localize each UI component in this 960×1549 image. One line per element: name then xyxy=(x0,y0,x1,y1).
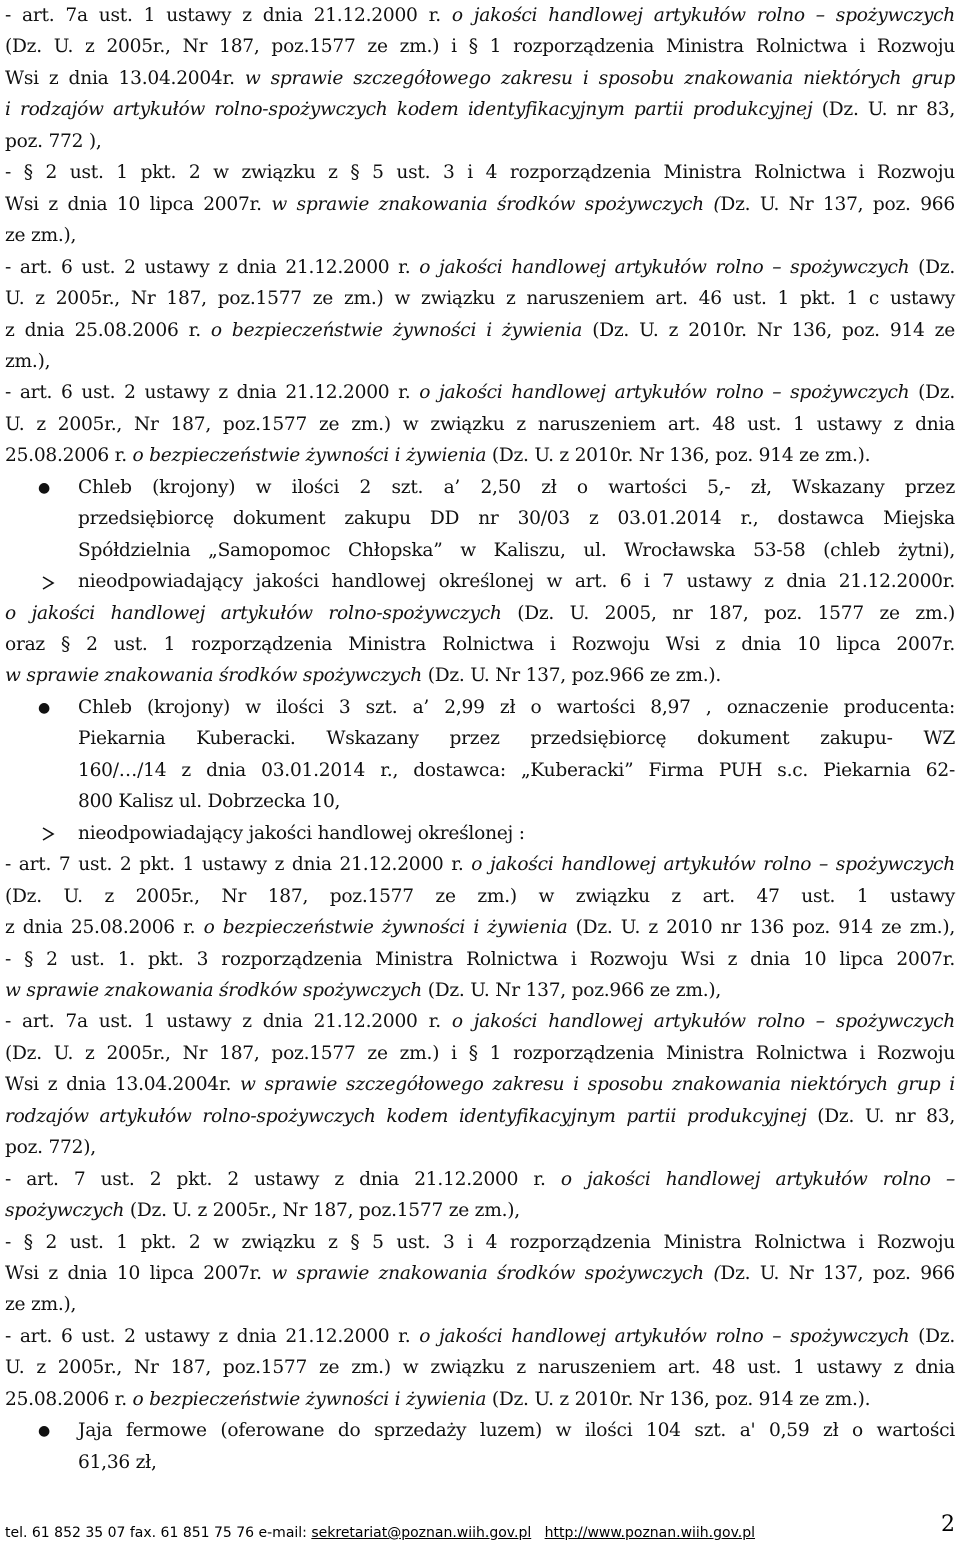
text-line xyxy=(5,1132,955,1164)
text-run: ze zm.), xyxy=(5,1294,77,1316)
italic-text-run: w sprawie szczegółowego zakresu i sposobu znakowania niektórych grup i xyxy=(240,1074,955,1096)
text-run: Jaja fermowe (oferowane do sprzedaży luzem) w ilości 104 szt. a' 0,59 zł o wartości xyxy=(78,1420,955,1442)
text-run: Dz. U. Nr 137, poz. 966 xyxy=(720,1263,955,1284)
text-line xyxy=(5,1101,955,1133)
text-line xyxy=(5,94,955,126)
text-run: przedsiębiorcę dokument zakupu DD nr 30/03 z 03.01.2014 r., dostawca Miejska xyxy=(78,508,955,530)
text-run: (Dz. U. z 2005r., Nr 187, poz.1577 ze zm.) w związku z art. 47 ust. 1 ustawy xyxy=(5,885,955,907)
text-run: (Dz. U. 2005, nr 187, poz. 1577 ze zm.) xyxy=(501,602,955,624)
italic-text-run: o jakości handlowej artykułów rolno-spożywczych xyxy=(5,602,502,624)
italic-text-run: o jakości handlowej artykułów rolno – spożywczych xyxy=(451,5,956,26)
italic-text-run: w sprawie znakowania środków spożywczych xyxy=(5,665,423,687)
text-line xyxy=(5,598,955,630)
text-run: (Dz. xyxy=(909,1325,956,1347)
text-line xyxy=(78,1415,955,1447)
text-line xyxy=(5,1195,955,1227)
text-line xyxy=(5,31,955,63)
text-line xyxy=(78,692,955,724)
text-line xyxy=(5,283,955,315)
italic-text-run: o jakości handlowej artykułów rolno – spożywczych xyxy=(419,256,910,278)
text-line xyxy=(78,1447,955,1479)
text-line xyxy=(5,220,955,252)
text-line xyxy=(5,252,955,284)
text-run: - art. 7a ust. 1 ustawy z dnia 21.12.2000 r. xyxy=(5,5,452,26)
text-line xyxy=(78,818,955,850)
text-line xyxy=(5,849,955,881)
text-run: (Dz. U. z 2010 nr 136 poz. 914 ze zm.), xyxy=(567,917,955,939)
text-run: poz. 772 ), xyxy=(5,130,102,152)
text-run: (Dz. U. Nr 137, poz.966 ze zm.), xyxy=(422,979,722,1001)
text-run: - art. 7a ust. 1 ustawy z dnia 21.12.2000 r. xyxy=(5,1011,452,1033)
text-line xyxy=(5,409,955,441)
text-line xyxy=(78,535,955,567)
footer xyxy=(5,1520,955,1546)
text-run: U. z 2005r., Nr 187, poz.1577 ze zm.) w związku z naruszeniem art. 46 ust. 1 pkt. 1 c ustawy xyxy=(5,288,955,310)
text-run: 160/…/14 z dnia 03.01.2014 r., dostawca: „Kuberacki” Firma PUH s.c. Piekarnia 62- xyxy=(78,759,955,781)
arrow-bullet-icon xyxy=(40,818,56,850)
text-run: z dnia 25.08.2006 r. xyxy=(5,917,204,939)
text-run: - § 2 ust. 1 pkt. 2 w związku z § 5 ust. 3 i 4 rozporządzenia Ministra Rolnictwa i Rozwoju xyxy=(5,1231,955,1253)
text-line xyxy=(5,1164,955,1196)
text-run: (Dz. U. z 2010r. Nr 136, poz. 914 ze zm.). xyxy=(486,445,871,467)
text-run: (Dz. U. Nr 137, poz.966 ze zm.). xyxy=(422,665,722,687)
text-run: z dnia 25.08.2006 r. xyxy=(5,319,211,341)
text-run: - § 2 ust. 1. pkt. 3 rozporządzenia Ministra Rolnictwa i Rozwoju Wsi z dnia 10 lipca 2007r. xyxy=(5,948,955,970)
text-run: (Dz. U. z 2005r., Nr 187, poz.1577 ze zm.), xyxy=(124,1200,520,1222)
text-run: Wsi z dnia 13.04.2004r. xyxy=(5,67,245,89)
text-run: 25.08.2006 r. xyxy=(5,445,133,467)
text-line xyxy=(5,377,955,409)
italic-text-run: o bezpieczeństwie żywności i żywienia xyxy=(132,1388,487,1410)
text-run: (Dz. U. z 2005r., Nr 187, poz.1577 ze zm.) i § 1 rozporządzenia Ministra Rolnictwa i Rozwoju xyxy=(5,1042,955,1064)
text-run: nieodpowiadający jakości handlowej określonej : xyxy=(78,822,525,844)
text-line xyxy=(5,944,955,976)
italic-text-run: o bezpieczeństwie żywności i żywienia xyxy=(210,319,583,341)
text-run: - § 2 ust. 1 pkt. 2 w związku z § 5 ust. 3 i 4 rozporządzenia Ministra Rolnictwa i Rozwoju xyxy=(5,162,955,184)
text-run: - art. 6 ust. 2 ustawy z dnia 21.12.2000 r. xyxy=(5,1325,420,1347)
text-line xyxy=(5,1038,955,1070)
footer-contact: tel. 61 852 35 07 fax. 61 851 75 76 e-mail: xyxy=(5,1525,312,1541)
text-run: Spółdzielnia „Samopomoc Chłopska” w Kaliszu, ul. Wrocławska 53-58 (chleb żytni), xyxy=(78,539,955,561)
text-run: Chleb (krojony) w ilości 2 szt. a’ 2,50 zł o wartości 5,- zł, Wskazany przez xyxy=(78,476,955,498)
italic-text-run: o jakości handlowej artykułów rolno – spożywczych xyxy=(471,854,956,876)
text-line xyxy=(5,1321,955,1353)
text-run: - art. 7 ust. 2 pkt. 1 ustawy z dnia 21.12.2000 r. xyxy=(5,854,472,876)
text-line xyxy=(78,472,955,504)
text-run: - art. 6 ust. 2 ustawy z dnia 21.12.2000 r. xyxy=(5,256,420,278)
italic-text-run: o jakości handlowej artykułów rolno – spożywczych xyxy=(419,1325,910,1347)
text-line xyxy=(78,786,955,818)
italic-text-run: o bezpieczeństwie żywności i żywienia xyxy=(203,917,568,939)
text-run: Dz. U. Nr 137, poz. 966 xyxy=(720,193,955,215)
text-line xyxy=(5,881,955,913)
page-number: 2 xyxy=(941,1512,955,1537)
text-run: (Dz. U. z 2010r. Nr 136, poz. 914 ze xyxy=(582,319,955,341)
text-line xyxy=(5,315,955,347)
text-run: (Dz. xyxy=(909,256,956,278)
text-run: Wsi z dnia 13.04.2004r. xyxy=(5,1074,240,1096)
text-line xyxy=(78,503,955,535)
text-run: - art. 7 ust. 2 pkt. 2 ustawy z dnia 21.12.2000 r. xyxy=(5,1168,561,1190)
text-line xyxy=(5,0,955,32)
text-line xyxy=(5,189,955,221)
text-line xyxy=(5,1352,955,1384)
italic-text-run: rodzajów artykułów rolno-spożywczych kodem identyfikacyjnym partii produkcyjnej xyxy=(5,1105,807,1127)
text-line xyxy=(78,755,955,787)
text-run: 800 Kalisz ul. Dobrzecka 10, xyxy=(78,791,341,813)
text-run: (Dz. U. z 2005r., Nr 187, poz.1577 ze zm.) i § 1 rozporządzenia Ministra Rolnictwa i Rozwoju xyxy=(5,36,955,58)
text-run: Chleb (krojony) w ilości 3 szt. a’ 2,99 zł o wartości 8,97 , oznaczenie producenta: xyxy=(78,696,955,718)
text-run: zm.), xyxy=(5,350,51,372)
text-line xyxy=(5,1069,955,1101)
text-run: 61,36 zł, xyxy=(78,1451,157,1473)
text-line xyxy=(5,1006,955,1038)
text-run: U. z 2005r., Nr 187, poz.1577 ze zm.) w związku z naruszeniem art. 48 ust. 1 ustawy z dnia xyxy=(5,1357,955,1379)
text-run: Piekarnia Kuberacki. Wskazany przez przedsiębiorcę dokument zakupu- WZ xyxy=(78,728,955,750)
text-run: (Dz. U. nr 83, xyxy=(806,1105,955,1127)
text-run: (Dz. xyxy=(909,382,956,404)
text-run: oraz § 2 ust. 1 rozporządzenia Ministra Rolnictwa i Rozwoju Wsi z dnia 10 lipca 2007r. xyxy=(5,634,955,655)
text-line xyxy=(5,629,955,661)
text-run: poz. 772), xyxy=(5,1137,96,1159)
italic-text-run: w sprawie szczegółowego zakresu i sposobu znakowania niektórych grup xyxy=(244,67,955,89)
italic-text-run: o bezpieczeństwie żywności i żywienia xyxy=(132,445,487,467)
footer-website-link[interactable]: http://www.poznan.wiih.gov.pl xyxy=(544,1525,756,1541)
text-line xyxy=(78,566,955,598)
bullet-icon: ● xyxy=(38,1423,50,1440)
italic-text-run: o jakości handlowej artykułów rolno – spożywczych xyxy=(451,1011,956,1033)
text-line xyxy=(5,1289,955,1321)
text-line xyxy=(5,63,955,95)
text-line xyxy=(5,440,955,472)
italic-text-run: o jakości handlowej artykułów rolno – spożywczych xyxy=(419,382,910,404)
text-line xyxy=(5,660,955,692)
text-run: 25.08.2006 r. xyxy=(5,1388,133,1410)
text-line xyxy=(78,723,955,755)
text-line xyxy=(5,346,955,378)
footer-email-link[interactable]: sekretariat@poznan.wiih.gov.pl xyxy=(311,1525,532,1541)
italic-text-run: w sprawie znakowania środków spożywczych ( xyxy=(271,1263,721,1284)
text-line xyxy=(5,975,955,1007)
text-line xyxy=(5,126,955,158)
text-run: U. z 2005r., Nr 187, poz.1577 ze zm.) w związku z naruszeniem art. 48 ust. 1 ustawy z dnia xyxy=(5,413,955,435)
italic-text-run: w sprawie znakowania środków spożywczych ( xyxy=(271,193,721,215)
italic-text-run: o jakości handlowej artykułów rolno – xyxy=(560,1168,955,1190)
text-line xyxy=(5,157,955,189)
italic-text-run: spożywczych xyxy=(5,1200,125,1222)
bullet-icon: ● xyxy=(38,479,50,496)
text-line xyxy=(5,1384,955,1416)
text-line xyxy=(5,912,955,944)
italic-text-run: i rodzajów artykułów rolno-spożywczych kodem identyfikacyjnym partii produkcyjnej xyxy=(5,99,813,121)
bullet-icon: ● xyxy=(38,699,50,716)
text-run: Wsi z dnia 10 lipca 2007r. xyxy=(5,1263,272,1284)
text-run: (Dz. U. nr 83, xyxy=(812,99,955,121)
text-run: Wsi z dnia 10 lipca 2007r. xyxy=(5,193,272,215)
italic-text-run: w sprawie znakowania środków spożywczych xyxy=(5,979,423,1001)
arrow-bullet-icon xyxy=(40,566,56,598)
text-line xyxy=(5,1258,955,1290)
text-run: (Dz. U. z 2010r. Nr 136, poz. 914 ze zm.). xyxy=(486,1388,871,1410)
text-run: - art. 6 ust. 2 ustawy z dnia 21.12.2000 r. xyxy=(5,382,420,404)
text-run: nieodpowiadający jakości handlowej określonej w art. 6 i 7 ustawy z dnia 21.12.2000r. xyxy=(78,571,955,593)
text-line xyxy=(5,1227,955,1259)
text-run: ze zm.), xyxy=(5,225,77,247)
